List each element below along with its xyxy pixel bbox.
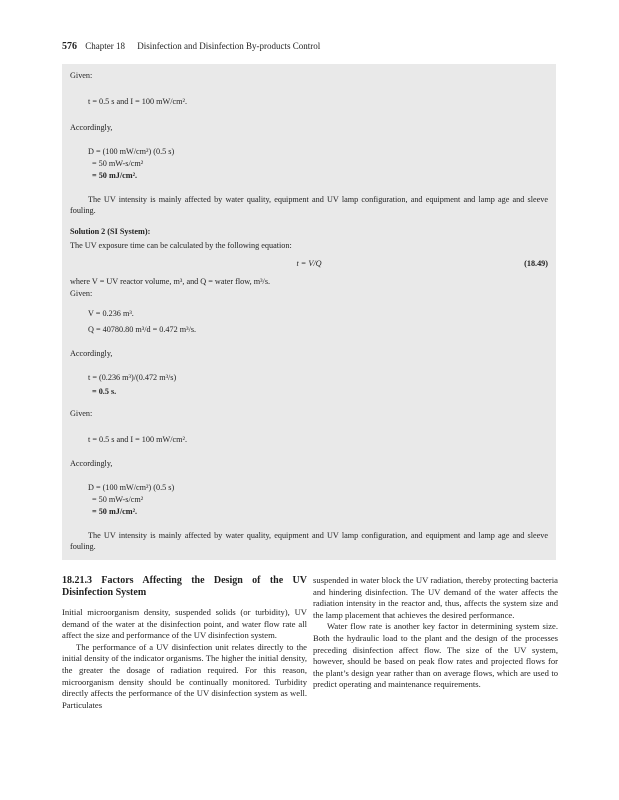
dose-line-2b: = 50 mW-s/cm² [92,495,144,504]
right-paragraph-1: suspended in water block the UV radiation, thereby protecting bacteria and hindering disinfection. The UV demand of the water affects the radiation intensity in the reactor and, thus, affects the system size and the lamp placement that achieves the desired performance. [313,575,558,620]
note-paragraph-1: The UV intensity is mainly affected by water quality, equipment and UV lamp configuration, and equipment and lamp age and sleeve fouling. [70,195,548,215]
dose-line-3b: = 50 mJ/cm². [92,507,138,516]
chapter-title: Disinfection and Disinfection By-products Control [137,41,321,51]
equation: t = V/Q [296,259,322,268]
left-paragraph-2: The performance of a UV disinfection unit relates directly to the initial density of the indicator organisms. The higher the initial density, the greater the dosage of radiation required. For this reason, microorganism density should be continually monitored. Turbidity directly affects the performance of the UV disinfection system as well. Particulates [62,641,307,710]
right-paragraph-2: Water flow rate is another key factor in determining system size. Both the hydraulic load to the plant and the design of the processes preceding disinfection affect flow. The size of the UV system, however, should be based on peak flow rates and projected flows for the plant’s design year rather than on average flows, which are used to predict operating and maintenance requirements. [313,621,558,690]
right-column [313,575,558,691]
left-paragraph-1: Initial microorganism density, suspended solids (or turbidity), UV demand of the water at the disinfection point, and water flow rate all affect the size and performance of the UV disinfection system. [62,607,307,641]
given-label-1: Given: [70,71,93,80]
accordingly-label-2: Accordingly, [70,349,113,358]
accordingly-label-3: Accordingly, [70,459,113,468]
note-paragraph-2: The UV intensity is mainly affected by water quality, equipment and UV lamp configuration, and equipment and lamp age and sleeve fouling. [70,531,548,551]
accordingly-label-1: Accordingly, [70,123,113,132]
solution-2-title: Solution 2 (SI System): [70,227,151,236]
section-heading: 18.21.3 Factors Affecting the Design of the UV Disinfection System [62,575,307,598]
solution-2-intro: The UV exposure time can be calculated by the following equation: [70,241,292,250]
where-line: where V = UV reactor volume, m³, and Q = water flow, m³/s. [70,277,271,286]
example-solution-box [62,64,556,560]
chapter-label: Chapter 18 [85,41,125,51]
equation-number: (18.49) [524,259,548,268]
given-label-3: Given: [70,409,93,418]
dose-line-3: = 50 mJ/cm². [92,171,138,180]
flow-value: Q = 40780.80 m³/d = 0.472 m³/s. [88,325,197,334]
dose-line-2: = 50 mW-s/cm² [92,159,144,168]
dose-line-1b: D = (100 mW/cm²) (0.5 s) [88,483,175,492]
time-line-2: = 0.5 s. [92,387,117,396]
volume-value: V = 0.236 m³. [88,309,134,318]
given-equation-3: t = 0.5 s and I = 100 mW/cm². [88,435,188,444]
given-label-2: Given: [70,289,93,298]
dose-line-1: D = (100 mW/cm²) (0.5 s) [88,147,175,156]
left-column [62,575,307,711]
given-equation-1: t = 0.5 s and I = 100 mW/cm². [88,97,188,106]
page-number: 576 [62,41,77,52]
running-header [62,41,562,52]
time-line-1: t = (0.236 m³)/(0.472 m³/s) [88,373,177,382]
